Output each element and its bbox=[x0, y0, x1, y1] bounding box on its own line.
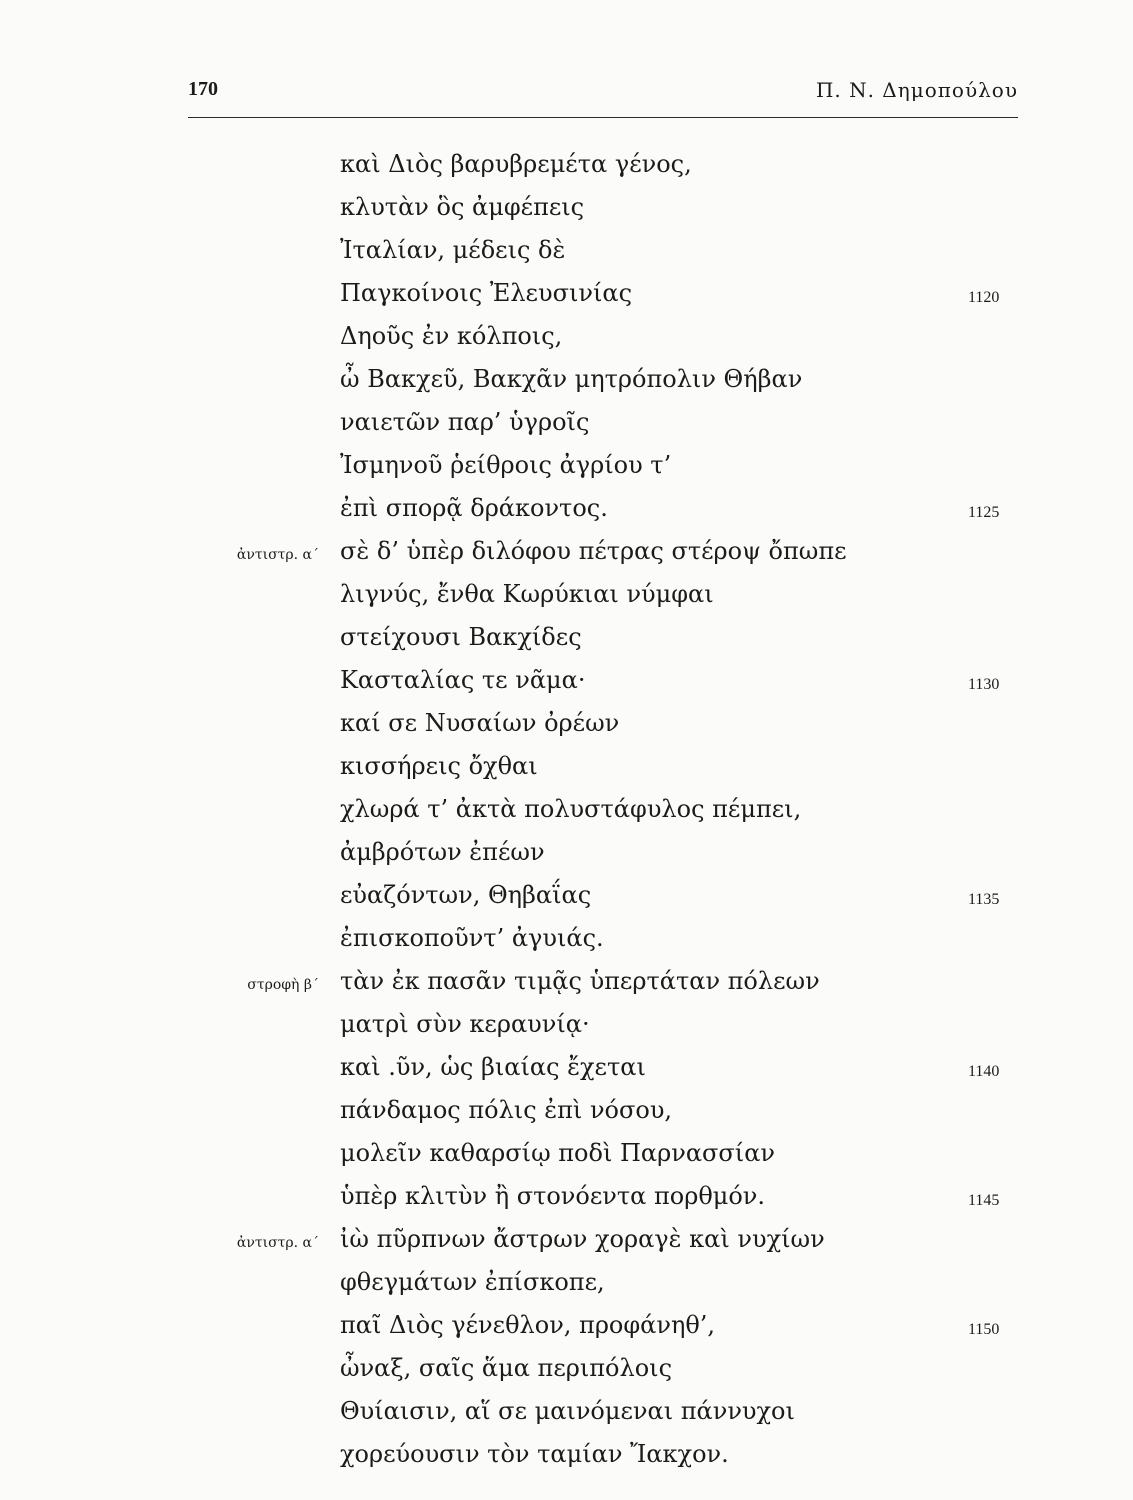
line-number: 1120 bbox=[968, 289, 1000, 306]
verse-line: φθεγμάτων ἐπίσκοπε, bbox=[340, 1268, 605, 1296]
verse-line: παῖ Διὸς γένεθλον, προφάνηθ’, bbox=[340, 1311, 716, 1339]
verse-line: Θυίαισιν, αἵ σε μαινόμεναι πάννυχοι bbox=[340, 1397, 795, 1425]
verse-line: στείχουσι Βακχίδες bbox=[340, 623, 582, 651]
page-header bbox=[188, 78, 1018, 118]
line-number: 1125 bbox=[968, 504, 1000, 521]
verse-line: Δηοῦς ἐν κόλποις, bbox=[340, 322, 563, 350]
running-head: Π. Ν. Δημοπούλου bbox=[815, 78, 1018, 102]
verse-line: λιγνύς, ἔνθα Κωρύκιαι νύμφαι bbox=[340, 580, 714, 608]
section-label: στροφὴ β΄ bbox=[247, 977, 319, 993]
verse-line: καί σε Νυσαίων ὀρέων bbox=[340, 709, 620, 737]
page-number: 170 bbox=[188, 78, 218, 100]
verse-line: ματρὶ σὺν κεραυνίᾳ· bbox=[340, 1010, 590, 1038]
line-number: 1150 bbox=[968, 1321, 1000, 1338]
verse-line: καὶ .ῦν, ὡς βιαίας ἔχεται bbox=[340, 1053, 646, 1081]
verse-line: Κασταλίας τε νᾶμα· bbox=[340, 666, 586, 694]
line-number: 1140 bbox=[968, 1063, 1000, 1080]
verse-line: κλυτὰν ὃς ἀμφέπεις bbox=[340, 193, 585, 221]
verse-line: Ἰσμηνοῦ ῥείθροις ἀγρίου τ’ bbox=[340, 451, 672, 479]
verse-line: ἰὼ πῦρπνων ἄστρων χοραγὲ καὶ νυχίων bbox=[340, 1225, 825, 1253]
verse-line: Παγκοίνοις Ἐλευσινίας bbox=[340, 279, 633, 307]
verse-line: μολεῖν καθαρσίῳ ποδὶ Παρνασσίαν bbox=[340, 1139, 776, 1167]
section-label: ἀντιστρ. α΄ bbox=[236, 1235, 319, 1251]
verse-line: σὲ δ’ ὑπὲρ διλόφου πέτρας στέροψ ὄπωπε bbox=[340, 537, 847, 565]
verse-line: ὦ Βακχεῦ, Βακχᾶν μητρόπολιν Θήβαν bbox=[340, 365, 803, 393]
verse-line: ὦναξ, σαῖς ἅμα περιπόλοις bbox=[340, 1354, 673, 1382]
line-number: 1135 bbox=[968, 891, 1000, 908]
verse-line: τὰν ἐκ πασᾶν τιμᾷς ὑπερτάταν πόλεων bbox=[340, 967, 820, 995]
line-number: 1130 bbox=[968, 676, 1000, 693]
verse-line: χλωρά τ’ ἀκτὰ πολυστάφυλος πέμπει, bbox=[340, 795, 802, 823]
verse-line: ἀμβρότων ἐπέων bbox=[340, 838, 545, 866]
verse-line: ὑπὲρ κλιτὺν ἢ στονόεντα πορθμόν. bbox=[340, 1182, 766, 1210]
verse-line: κισσήρεις ὄχθαι bbox=[340, 752, 538, 780]
verse-line: χορεύουσιν τὸν ταμίαν Ἴακχον. bbox=[340, 1440, 729, 1468]
section-label: ἀντιστρ. α΄ bbox=[236, 547, 319, 563]
verse-line: πάνδαμος πόλις ἐπὶ νόσου, bbox=[340, 1096, 673, 1124]
verse-line: εὐαζόντων, Θηβαΐας bbox=[340, 881, 592, 909]
verse-line: Ἰταλίαν, μέδεις δὲ bbox=[340, 236, 566, 264]
verse-line: ἐπισκοποῦντ’ ἀγυιάς. bbox=[340, 924, 604, 952]
verse-line: ἐπὶ σπορᾷ δράκοντος. bbox=[340, 494, 608, 522]
line-number: 1145 bbox=[968, 1192, 1000, 1209]
verse-line: ναιετῶν παρ’ ὑγροῖς bbox=[340, 408, 590, 436]
verse-line: καὶ Διὸς βαρυβρεμέτα γένος, bbox=[340, 150, 692, 178]
header-rule bbox=[188, 117, 1018, 118]
